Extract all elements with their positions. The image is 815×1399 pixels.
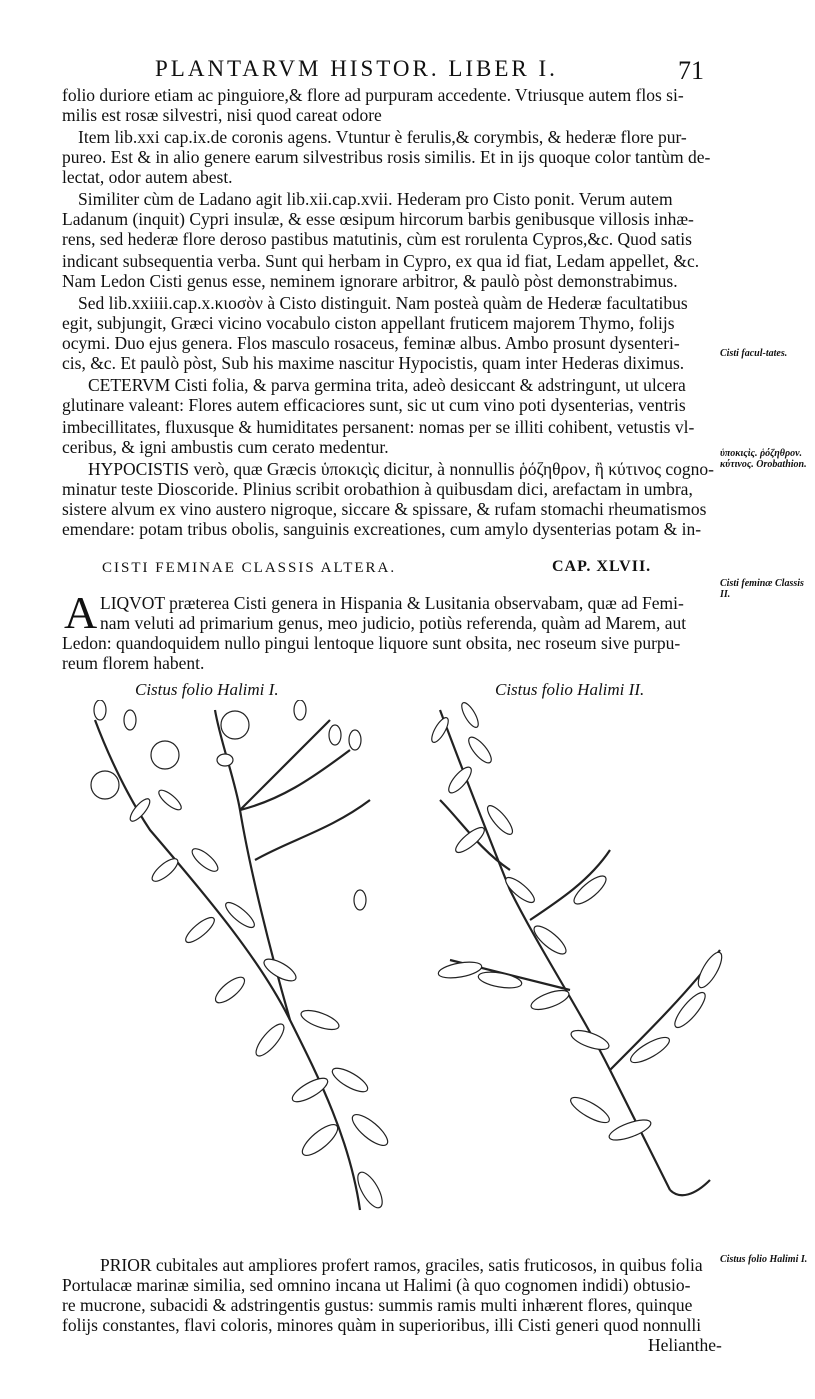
text-line: Helianthe- — [648, 1335, 722, 1355]
text-line: Ledon: quandoquidem nullo pingui lentoque liquore sunt obsita, nec roseum sive purpu- — [62, 633, 681, 653]
text-line: folio duriore etiam ac pinguiore,& flore ad purpuram accedente. Vtriusque autem flos si- — [62, 85, 684, 105]
margin-note-hypocistis: ὑποκιςὶς. ῥόζηθρον. κύτινος. Orobathion. — [720, 448, 807, 470]
text-line: lectat, odor autem abest. — [62, 167, 233, 187]
text-line: glutinare valeant: Flores autem efficaciores sunt, sic ut cum vino poti dysenterias, ventris — [62, 395, 686, 415]
figure-caption-left: Cistus folio Halimi I. — [135, 680, 279, 699]
text-line: reum florem habent. — [62, 653, 205, 673]
cistus-folio-halimi-i-illustration — [70, 700, 400, 1220]
text-line: emendare: potam tribus obolis, sanguinis excreationes, cum amylo dysenterias potam & in- — [62, 519, 702, 539]
page-number: 71 — [678, 56, 704, 85]
text-line: minatur teste Dioscoride. Plinius scribit orobathion à quibusdam dici, arefactam in umbra, — [62, 479, 693, 499]
figure-caption-right: Cistus folio Halimi II. — [495, 680, 645, 699]
text-line: Portulacæ marinæ similia, sed omnino incana ut Halimi (à quo cognomen indidi) obtusio- — [62, 1275, 691, 1295]
text-line: ceribus, & igni ambustis cum cerato medentur. — [62, 437, 389, 457]
text-line: cis, &c. Et paulò pòst, Sub his maxime nascitur Hypocistis, quam inter Hederas diximus. — [62, 353, 685, 373]
cistus-folio-halimi-ii-illustration — [410, 690, 740, 1210]
text-line: nam veluti ad primarium genus, meo judicio, potiùs referenda, quàm ad Marem, aut — [100, 613, 687, 633]
drop-cap: A — [64, 587, 98, 638]
text-line: ocymi. Duo ejus genera. Flos masculo rosaceus, feminæ albus. Ambo prosunt dysenteri- — [62, 333, 680, 353]
text-line: Similiter cùm de Ladano agit lib.xii.cap.xvii. Hederam pro Cisto ponit. Verum autem — [78, 189, 673, 209]
text-line: pureo. Est & in alio genere earum silvestribus rosis similis. Et in ijs quoque color tantùm de- — [62, 147, 711, 167]
text-line: folijs constantes, flavi coloris, minores quàm in superioribus, illi Cisti generi quod nonnulli — [62, 1315, 702, 1335]
text-line: Nam Ledon Cisti genus esse, neminem ignorare arbitror, & paulò pòst demonstrabimus. — [62, 271, 678, 291]
text-line: Sed lib.xxiiii.cap.x.κιοσὸν à Cisto distinguit. Nam posteà quàm de Hederæ facultatibus — [78, 293, 688, 313]
text-line: Item lib.xxi cap.ix.de coronis agens. Vtuntur è ferulis,& corymbis, & hederæ flore pur- — [78, 127, 687, 147]
text-line: egit, subjungit, Græci vicino vocabulo ciston appellant fruticem majorem Thymo, folijs — [62, 313, 675, 333]
text-line: milis est rosæ silvestri, nisi quod careat odore — [62, 105, 382, 125]
chapter-title: CISTI FEMINAE CLASSIS ALTERA. — [102, 560, 397, 576]
text-line: PRIOR cubitales aut ampliores profert ramos, graciles, satis fruticosos, in quibus folia — [100, 1255, 703, 1275]
text-line: CETERVM Cisti folia, & parva germina trita, adeò desiccant & adstringunt, ut ulcera — [88, 375, 686, 395]
margin-note-cisti-facultates: Cisti facul-tates. — [720, 348, 788, 359]
text-line: LIQVOT præterea Cisti genera in Hispania & Lusitania observabam, quæ ad Femi- — [100, 593, 684, 613]
text-line: sistere alvum ex vino austero nigroque, siccare & spissare, & rufam stomachi rheumatismos — [62, 499, 707, 519]
margin-note-cisti-feminae: Cisti feminæ Classis II. — [720, 578, 804, 600]
running-header-title: PLANTARVM HISTOR. LIBER I. — [155, 56, 558, 81]
text-line: rens, sed hederæ flore deroso pastibus matutinis, cùm est rorulenta Cypros,&c. Quod satis — [62, 229, 692, 249]
chapter-number: CAP. XLVII. — [552, 558, 652, 575]
text-line: HYPOCISTIS verò, quæ Græcis ὑποκιςὶς dicitur, à nonnullis ῥόζηθρον, ἢ κύτινος cogno- — [88, 459, 715, 479]
text-line: Ladanum (inquit) Cypri insulæ, & esse œsipum hircorum barbis genibusque villosis inhæ- — [62, 209, 694, 229]
text-line: indicant subsequentia verba. Sunt qui herbam in Cypro, ex qua id fiat, Ledam appellet, &c. — [62, 251, 700, 271]
text-line: imbecillitates, fluxusque & humiditates persanent: nomas per se illiti cohibent, vetustis vl- — [62, 417, 695, 437]
text-line: re mucrone, subacidi & adstringentis gustus: summis ramis multi inhærent flores, quinque — [62, 1295, 693, 1315]
margin-note-cistus-folio-halimi: Cistus folio Halimi I. — [720, 1254, 808, 1265]
